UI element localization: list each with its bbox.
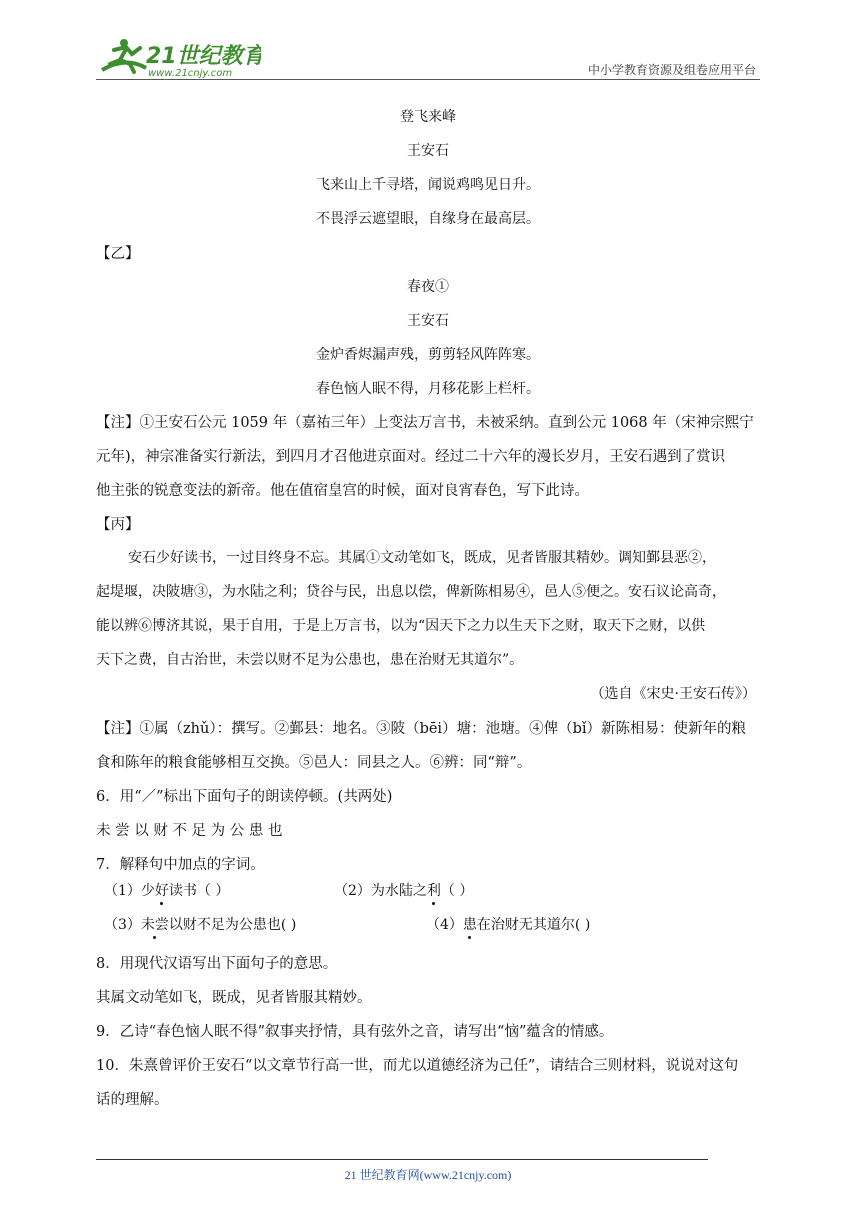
section-b-label: 【乙】 (96, 246, 140, 262)
poem-b-title: 春夜① (407, 279, 449, 295)
question-7-item-2 (334, 880, 473, 900)
q7-item-2-blank: （ ） (440, 883, 474, 899)
runner-logo-icon (96, 34, 261, 80)
question-8-sentence: 其属文动笔如飞，既成，见者皆服其精妙。 (96, 990, 372, 1006)
header-divider (96, 79, 760, 80)
prose-c-line-3: 能以辨⑥博济其说，果于自用，于是上万言书，以为“因天下之力以生天下之财，取天下之财，以供 (96, 618, 706, 634)
prose-c-line-1: 安石少好读书，一过目终身不忘。其属①文动笔如飞，既成，见者皆服其精妙。调知鄞县恶②， (128, 550, 716, 566)
question-10-line-2: 话的理解。 (96, 1092, 169, 1108)
q7-item-4-dotted-word: 患 (463, 914, 477, 934)
q7-item-3-dotted-word: 未尝 (141, 914, 169, 934)
question-6-sentence: 未 尝 以 财 不 足 为 公 患 也 (96, 823, 283, 839)
logo-text: 21世纪教育 (146, 44, 261, 69)
poem-b-author: 王安石 (407, 313, 449, 329)
q7-item-1-dotted-word: 好 (155, 880, 169, 900)
q7-item-3-blank: 以财不足为公患也( ) (168, 917, 297, 933)
question-7-item-1 (104, 880, 229, 900)
q7-item-3-prefix: （3） (104, 917, 141, 933)
note-c-line-1: 【注】①属（zhǔ）：撰写。②鄞县：地名。③陂（bēi）塘：池塘。④俾（bǐ）新陈相易：使新年的粮 (96, 721, 746, 737)
note-b-line-1: 【注】①王安石公元 1059 年（嘉祐三年）上变法万言书，未被采纳。直到公元 1068 年（宋神宗熙宁 (96, 415, 754, 431)
question-10-line-1: 10．朱熹曾评价王安石“以文章节行高一世，而尤以道德经济为己任”，请结合三则材料，说说对这句 (96, 1058, 739, 1074)
q7-item-4-prefix: （4） (426, 917, 463, 933)
question-6-prompt: 6．用“／”标出下面句子的朗读停顿。(共两处) (96, 789, 393, 805)
poem-b-line-2: 春色恼人眠不得，月移花影上栏杆。 (316, 381, 540, 397)
question-9-prompt: 9．乙诗“春色恼人眠不得”叙事夹抒情，具有弦外之音，请写出“恼”蕴含的情感。 (96, 1024, 614, 1040)
question-7-prompt: 7．解释句中加点的字词。 (96, 857, 265, 873)
note-b-line-2: 元年)，神宗准备实行新法，到四月才召他进京面对。经过二十六年的漫长岁月，王安石遇到了赏识 (96, 449, 726, 465)
q7-item-1-prefix: （1）少 (104, 883, 155, 899)
logo-url: www.21cnjy.com (148, 68, 233, 79)
note-c-line-2: 食和陈年的粮食能够相互交换。⑤邑人：同县之人。⑥辨：同“辩”。 (96, 755, 532, 771)
q7-item-4-blank: 在治财无其道尔( ) (476, 917, 591, 933)
poem-a-author: 王安石 (407, 143, 449, 159)
prose-c-source: （选自《宋史·王安石传》） (590, 686, 756, 702)
footer-divider (96, 1159, 708, 1160)
note-b-line-3: 他主张的锐意变法的新帝。他在值宿皇宫的时候，面对良宵春色，写下此诗。 (96, 483, 589, 499)
site-logo (96, 34, 261, 80)
platform-label: 中小学教育资源及组卷应用平台 (587, 63, 756, 77)
poem-b-line-1: 金炉香烬漏声残，剪剪轻风阵阵寒。 (316, 347, 540, 363)
poem-a-line-1: 飞来山上千寻塔，闻说鸡鸣见日升。 (316, 177, 540, 193)
q7-item-2-dotted-word: 利 (427, 880, 441, 900)
prose-c-line-4: 天下之费，自古治世，未尝以财不足为公患也，患在治财无其道尔”。 (96, 652, 524, 668)
poem-a-line-2: 不畏浮云遮望眼，自缘身在最高层。 (316, 211, 540, 227)
footer-text: 21 世纪教育网(www.21cnjy.com) (344, 1168, 512, 1182)
question-8-prompt: 8．用现代汉语写出下面句子的意思。 (96, 956, 338, 972)
question-7-item-4 (426, 914, 590, 934)
question-7-item-3 (104, 914, 296, 934)
q7-item-2-prefix: （2）为水陆之 (334, 883, 427, 899)
section-c-label: 【丙】 (96, 517, 140, 533)
q7-item-1-blank: 读书（ ） (168, 883, 230, 899)
poem-a-title: 登飞来峰 (400, 109, 456, 125)
prose-c-line-2: 起堤堰，决陂塘③，为水陆之利；贷谷与民，出息以偿，俾新陈相易④，邑人⑤便之。安石议论高奇， (96, 584, 726, 600)
